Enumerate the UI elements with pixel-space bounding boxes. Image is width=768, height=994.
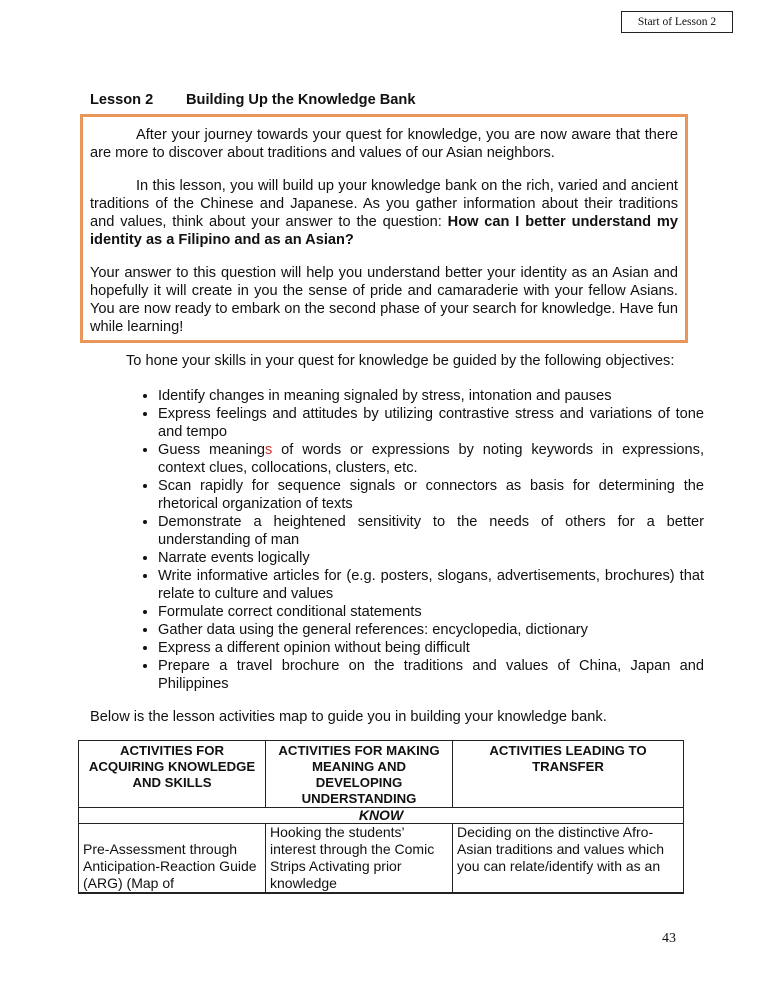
objective-item: • Express feelings and attitudes by utilizing contrastive stress and variations of tone and tempo — [158, 405, 704, 441]
stage-know: KNOW — [79, 808, 684, 824]
activities-map-table — [78, 740, 684, 894]
objective-item: • Identify changes in meaning signaled by stress, intonation and pauses — [158, 387, 704, 405]
objective-item: • Formulate correct conditional statements — [158, 603, 704, 621]
objective-item: • Demonstrate a heightened sensitivity to the needs of others for a better understanding of man — [158, 513, 704, 549]
intro-paragraph-2 — [90, 177, 678, 249]
lesson-heading — [90, 91, 415, 109]
table-stage-row — [79, 808, 684, 824]
objective-item — [158, 441, 704, 477]
page-number: 43 — [662, 931, 676, 946]
objective-item-red-letter: s — [265, 442, 273, 458]
objectives-lead: To hone your skills in your quest for knowledge be guided by the following objectives: — [126, 353, 675, 369]
activities-map-intro: Below is the lesson activities map to guide you in building your knowledge bank. — [90, 709, 607, 725]
cell-making-meaning: Hooking the students’ interest through the Comic Strips Activating prior knowledge — [266, 824, 453, 894]
objective-item-prefix: Guess meaning — [158, 442, 266, 458]
objective-item: • Scan rapidly for sequence signals or connectors as basis for determining the rhetorical organization of texts — [158, 477, 704, 513]
objectives-list — [132, 387, 704, 693]
objective-item: • Narrate events logically — [158, 549, 704, 567]
cell-acquiring: Pre-Assessment through Anticipation-Reaction Guide (ARG) (Map of — [79, 824, 266, 894]
intro-paragraph-1: After your journey towards your quest for knowledge, you are now aware that there are more to discover about traditions and values of our Asian neighbors. — [90, 127, 678, 161]
cell-transfer: Deciding on the distinctive Afro-Asian traditions and values which you can relate/identify with as an — [453, 824, 684, 894]
objective-item: • Write informative articles for (e.g. posters, slogans, advertisements, brochures) that relate to culture and values — [158, 567, 704, 603]
header-acquiring: ACTIVITIES FOR ACQUIRING KNOWLEDGE AND SKILLS — [79, 741, 266, 808]
objective-item: • Gather data using the general references: encyclopedia, dictionary — [158, 621, 704, 639]
intro-paragraph-3: Your answer to this question will help you understand better your identity as an Asian and hopefully it will create in you the sense of pride and camaraderie with your fellow Asians. You are now ready to embark on the second phase of your search for knowledge. Have fun while learning! — [90, 265, 678, 335]
intro-paragraph-2-text: In this lesson, you will build up your knowledge bank on the rich, varied and ancient traditions of the Chinese and Japanese. As you gather information about their traditions and values, think about your answer to the question: — [90, 178, 678, 230]
table-header-row — [79, 741, 684, 808]
objective-item: • Prepare a travel brochure on the traditions and values of China, Japan and Philippines — [158, 657, 704, 693]
table-row — [79, 824, 684, 894]
header-transfer: ACTIVITIES LEADING TO TRANSFER — [453, 741, 684, 808]
header-making-meaning: ACTIVITIES FOR MAKING MEANING AND DEVELOPING UNDERSTANDING — [266, 741, 453, 808]
objective-item-rest: of words or expressions by noting keywords in expressions, context clues, collocations, clusters, etc. — [158, 442, 705, 476]
lesson-start-tag: Start of Lesson 2 — [621, 11, 733, 33]
objective-item: • Express a different opinion without being difficult — [158, 639, 704, 657]
lesson-title: Building Up the Knowledge Bank — [186, 92, 416, 108]
guiding-question: How can I better understand my identity as a Filipino and as an Asian? — [90, 214, 678, 248]
lesson-number: Lesson 2 — [90, 92, 154, 108]
